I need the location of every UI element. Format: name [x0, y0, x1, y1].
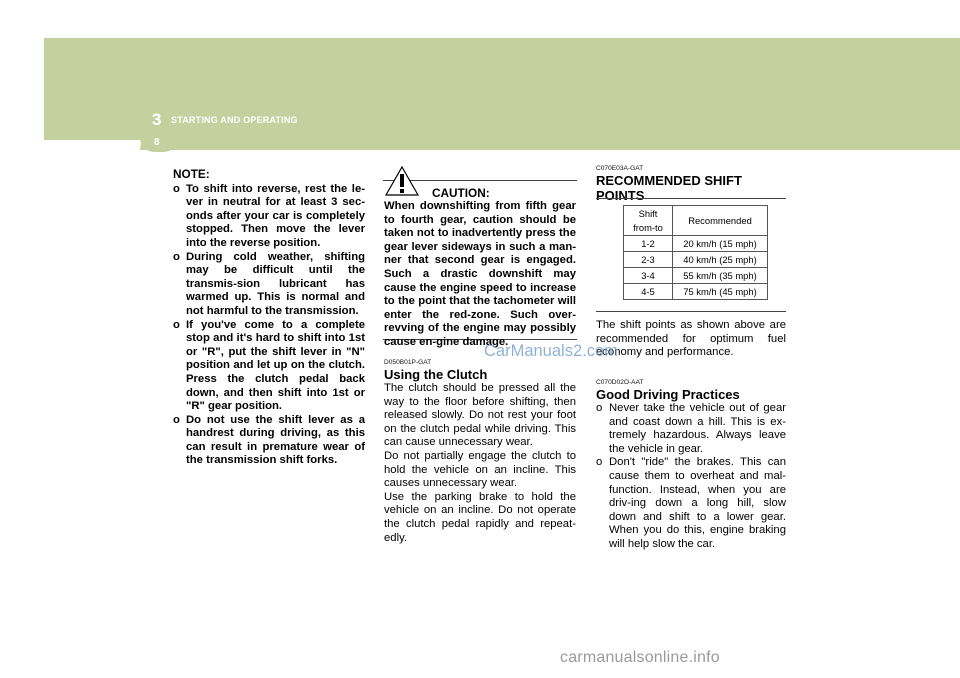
- header-from-line1: Shift: [638, 207, 658, 219]
- watermark-carmanualsonline[interactable]: carmanualsonline.info: [560, 649, 720, 666]
- table-cell: 20 km/h (15 mph): [673, 236, 768, 252]
- paragraph: The clutch should be pressed all the way to the floor before shifting, then released slowly. Do not rest your foot on the clutch pedal while driving. This can cause unnecessary wear.: [384, 382, 576, 449]
- section-code: C070D02O-AAT: [596, 379, 644, 386]
- section-code: D050B01P-GAT: [384, 359, 432, 366]
- table-cell: 3-4: [624, 268, 673, 284]
- section-heading: Using the Clutch: [384, 367, 488, 382]
- section-heading: Good Driving Practices: [596, 387, 740, 402]
- chapter-title: STARTING AND OPERATING: [171, 115, 298, 125]
- table-cell: 2-3: [624, 252, 673, 268]
- note-item-text: Do not use the shift lever as a handrest during driving, as this can result in premature wear of the transmission shift forks.: [186, 413, 365, 467]
- table-cell: 1-2: [624, 236, 673, 252]
- bullet-marker: o: [173, 413, 180, 426]
- table-header-cell: [624, 206, 673, 236]
- note-item: [173, 414, 365, 468]
- caution-text: When downshifting from fifth gear to fourth gear, caution should be taken not to inadvertently press the gear lever sideways in such a man-ner that second gear is engaged. Such a drastic downshift may cause the engine speed to increase to the point that the tachometer will enter the red-zone. Such over-revving of the engine may possibly cause en-gine damage.: [384, 200, 576, 348]
- shift-points-note: The shift points as shown above are recommended for optimum fuel economy and performance.: [596, 319, 786, 359]
- driving-item: [596, 456, 786, 551]
- table-cell: 4-5: [624, 284, 673, 300]
- warning-triangle-icon: [384, 165, 420, 197]
- driving-item: [596, 402, 786, 456]
- bullet-marker: o: [596, 402, 603, 414]
- note-item-text: During cold weather, shifting may be difficult until the transmis-sion lubricant has warmed up. This is normal and not harmful to the transmission.: [186, 250, 365, 317]
- table-cell: 40 km/h (25 mph): [673, 252, 768, 268]
- shift-points-table: [623, 205, 768, 300]
- table-row: [624, 236, 768, 252]
- bullet-marker: o: [173, 182, 180, 195]
- chapter-number: 3: [152, 110, 162, 129]
- driving-item-text: Never take the vehicle out of gear and coast down a hill. This is ex-tremely hazardous. Always leave the vehicle in gear.: [609, 402, 786, 455]
- clutch-section: [384, 359, 576, 545]
- header-from-line2: from-to: [633, 221, 663, 233]
- caution-title: CAUTION:: [432, 186, 490, 200]
- paragraph: Use the parking brake to hold the vehicle on an incline. Do not operate the clutch pedal rapidly and repeat-edly.: [384, 490, 576, 544]
- watermark-carmanuals2[interactable]: CarManuals2.com: [484, 342, 618, 360]
- note-item: [173, 319, 365, 414]
- table-cell: 55 km/h (35 mph): [673, 268, 768, 284]
- driving-section: [596, 379, 786, 552]
- table-header-cell: Recommended: [673, 206, 768, 236]
- note-item: [173, 251, 365, 319]
- page-number: 8: [154, 137, 160, 148]
- driving-item-text: Don't "ride" the brakes. This can cause them to overheat and mal-function. Instead, when you are driv-ing down a long hill, slow down and shift to a lower gear. When you do this, engine braking will help slow the car.: [609, 456, 786, 550]
- header-notch: [140, 128, 960, 150]
- table-row: [624, 252, 768, 268]
- bullet-marker: o: [173, 250, 180, 263]
- note-item-text: To shift into reverse, rest the le-ver in neutral for at least 3 sec-onds after your car is completely stopped. Then move the lever into the reverse position.: [186, 182, 365, 249]
- note-section: [173, 168, 365, 468]
- table-row: [624, 268, 768, 284]
- bullet-marker: o: [596, 456, 603, 469]
- table-cell: 75 km/h (45 mph): [673, 284, 768, 300]
- paragraph: Do not partially engage the clutch to hold the vehicle on an incline. This causes unnecessary wear.: [384, 449, 576, 490]
- section-heading: RECOMMENDED SHIFT POINTS: [596, 173, 742, 203]
- note-heading: NOTE:: [173, 167, 210, 181]
- table-row: [624, 284, 768, 300]
- table-header-row: [624, 206, 768, 236]
- section-code: C070E03A-GAT: [596, 165, 644, 172]
- bullet-marker: o: [173, 318, 180, 331]
- note-item-text: If you've come to a complete stop and it's hard to shift into 1st or "R", put the shift lever in "N" position and let up on the clutch. Press the clutch pedal back down, and then shift into 1st or "R" gear position.: [186, 318, 365, 413]
- note-item: [173, 183, 365, 251]
